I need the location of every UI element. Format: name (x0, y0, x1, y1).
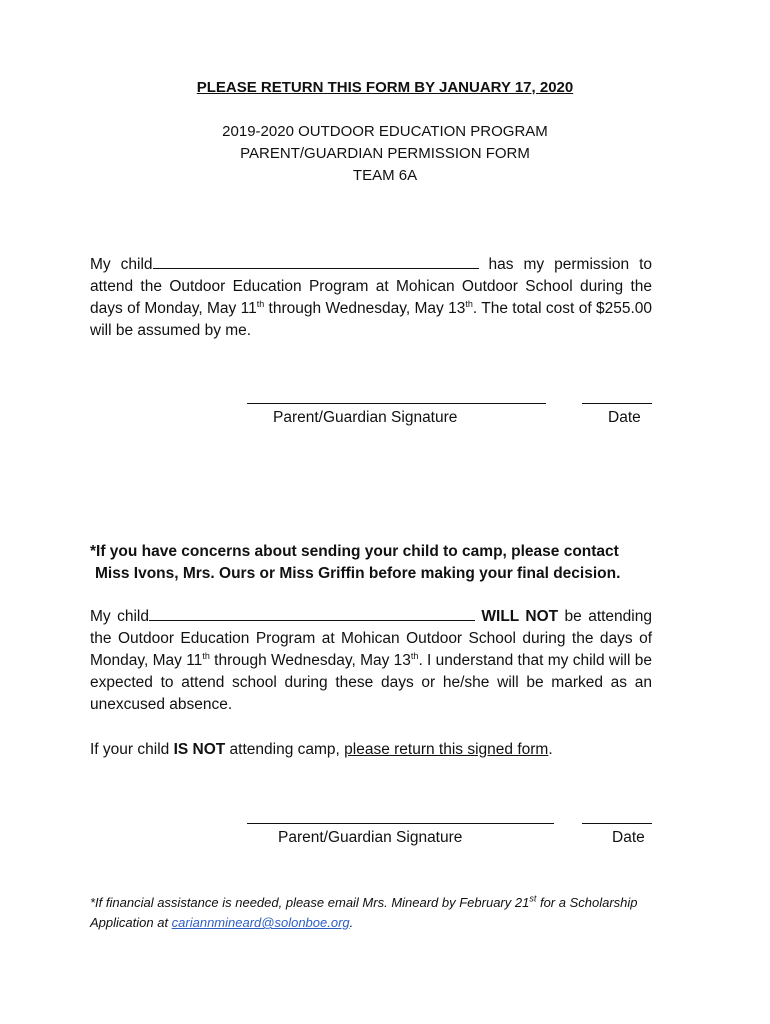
not-attending-text-3: . I understand that my child will be expected to attend school during these days or he/she will be marked as an unexcused absence. (90, 652, 652, 713)
date-label-2: Date (612, 829, 645, 846)
is-not-emphasis: IS NOT (173, 741, 226, 758)
date-line-2[interactable] (582, 823, 652, 824)
ordinal-suffix: th (465, 298, 473, 309)
permission-paragraph (90, 254, 652, 342)
footnote-end: . (349, 915, 354, 930)
signature-label-1: Parent/Guardian Signature (273, 409, 458, 426)
signature-label-2: Parent/Guardian Signature (278, 829, 463, 846)
email-link[interactable]: cariannmineard@solonboe.org (171, 915, 350, 930)
not-attending-text-2: through Wednesday, May 13 (209, 652, 411, 669)
return-text-prefix: If your child (90, 741, 174, 758)
date-line-1[interactable] (582, 403, 652, 404)
date-label-1: Date (608, 409, 641, 426)
not-attending-text-1: be attending the Outdoor Education Program at Mohican Outdoor School during the days of Monday, May 11 (90, 608, 652, 669)
team-label: TEAM 6A (352, 167, 418, 184)
financial-assistance-footnote (90, 893, 650, 933)
not-attending-paragraph (90, 606, 652, 716)
signature-line-2[interactable] (247, 823, 554, 824)
return-deadline-heading: PLEASE RETURN THIS FORM BY JANUARY 17, 2020 (196, 79, 574, 96)
signature-line-1[interactable] (247, 403, 546, 404)
ordinal-suffix: st (529, 893, 537, 904)
ordinal-suffix: th (202, 650, 210, 661)
footnote-text-1: *If financial assistance is needed, please email Mrs. Mineard by February 21 (90, 895, 530, 910)
ordinal-suffix: th (256, 298, 265, 309)
footnote-text-2: for a Scholarship Application at (90, 895, 638, 930)
return-text-middle: attending camp, (225, 741, 345, 758)
ordinal-suffix: th (410, 650, 419, 661)
concern-line-2: Miss Ivons, Mrs. Ours or Miss Griffin before making your final decision. (95, 565, 621, 582)
my-child-label: My child (90, 256, 153, 273)
return-text-suffix: . (548, 741, 553, 758)
permission-text-3: . The total cost of $255.00 will be assumed by me. (90, 300, 652, 339)
will-not-emphasis: WILL NOT (481, 608, 559, 625)
concern-line-1: *If you have concerns about sending your child to camp, please contact (90, 543, 619, 560)
concern-notice (90, 541, 652, 585)
permission-text-1: has my permission to attend the Outdoor Education Program at Mohican Outdoor School during the days of Monday, May 11 (90, 256, 652, 317)
my-child-label: My child (90, 608, 149, 625)
permission-text-2: through Wednesday, May 13 (264, 300, 466, 317)
form-title: PARENT/GUARDIAN PERMISSION FORM (240, 145, 530, 162)
return-instruction (90, 739, 652, 761)
return-signed-form-text: please return this signed form (344, 741, 549, 758)
program-title: 2019-2020 OUTDOOR EDUCATION PROGRAM (222, 123, 548, 140)
child-name-blank-1[interactable] (153, 254, 479, 269)
child-name-blank-2[interactable] (149, 606, 475, 621)
